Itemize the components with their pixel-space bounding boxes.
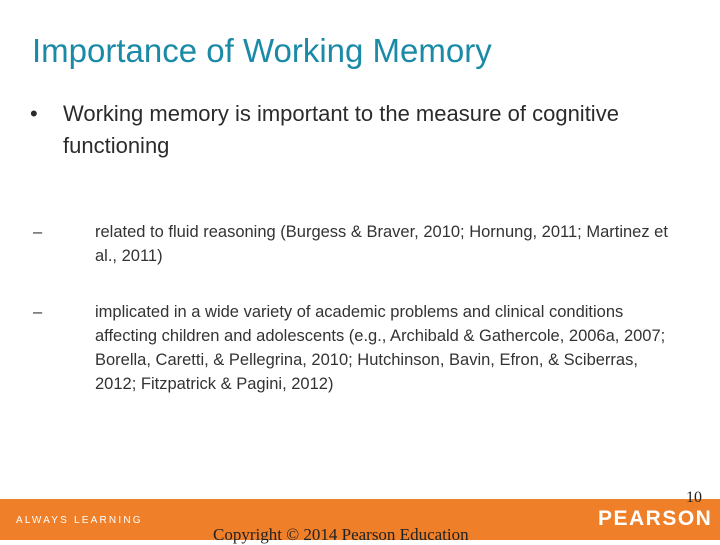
bullet-dot-icon: • xyxy=(30,101,38,126)
sub-bullet-1 xyxy=(33,220,673,268)
footer-tagline: ALWAYS LEARNING xyxy=(16,515,143,526)
sub-bullet-2-text: implicated in a wide variety of academic problems and clinical conditions affecting children and adolescents (e.g., Archibald & Gathercole, 2006a, 2007; Borella, Caretti, & Pellegrina, 2010; Hutchinson, Bavin, Efron, & Sciberras, 2012; Fitzpatrick & Pagini, 2012) xyxy=(95,303,666,393)
main-bullet-text: Working memory is important to the measure of cognitive functioning xyxy=(63,101,619,158)
copyright-text: Copyright © 2014 Pearson Education xyxy=(213,525,469,544)
sub-bullet-2 xyxy=(33,300,673,396)
sub-bullet-1-text: related to fluid reasoning (Burgess & Braver, 2010; Hornung, 2011; Martinez et al., 2011) xyxy=(95,223,668,265)
main-bullet xyxy=(30,98,660,162)
slide-title: Importance of Working Memory xyxy=(32,32,492,69)
sub-bullet-dash-icon: – xyxy=(33,223,43,241)
sub-bullet-dash-icon: – xyxy=(33,303,43,321)
page-number: 10 xyxy=(686,489,702,506)
pearson-logo: PEARSON xyxy=(598,507,713,530)
